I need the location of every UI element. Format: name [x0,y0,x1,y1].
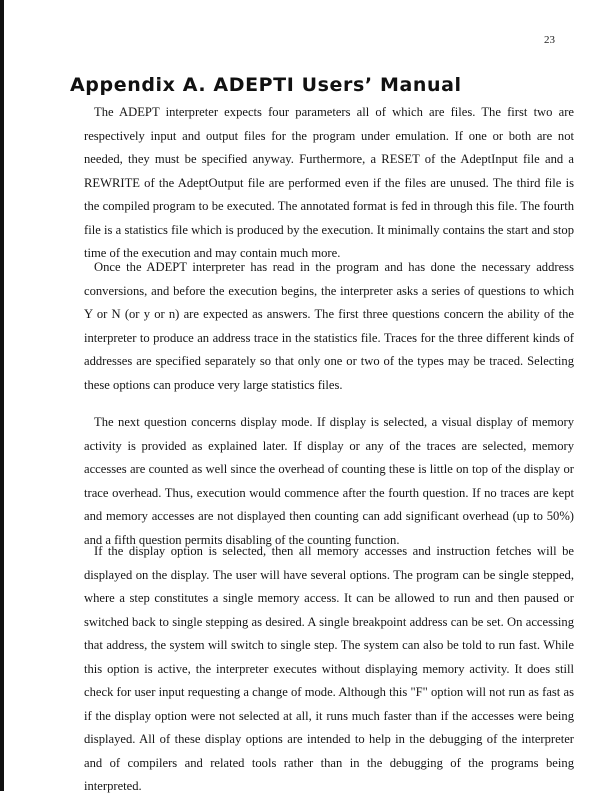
paragraph-display-mode: The next question concerns display mode. If display is selected, a visual display of memory activity is provided as explained later. If display or any of the traces are selected, memory accesses are counted as well since the overhead of counting these is little on top of the display or trace overhead. Thus, execution would commence after the fourth question. If no traces are kept and memory accesses are not displayed then counting can add significant overhead (up to 50%) and a fifth question permits disabling of the counting function. [84,415,574,547]
paragraph-display-options: If the display option is selected, then all memory accesses and instruction fetches will be displayed on the display. The user will have several options. The program can be single stepped, where a step constitutes a single memory access. It can be allowed to run and then paused or switched back to single stepping as desired. A single breakpoint address can be set. On accessing that address, the system will switch to single step. The system can also be told to run fast. While this option is active, the interpreter executes without displaying memory activity. It does still check for user input requesting a change of mode. Although this "F" option will not run as fast as if the display option were not selected at all, it runs much faster than if the accesses were being displayed. All of these display options are intended to help in the debugging of the interpreter and of compilers and related tools rather than in the debugging of the programs being interpreted. [84,544,574,793]
paragraph-parameters: The ADEPT interpreter expects four parameters all of which are files. The first two are respectively input and output files for the program under emulation. If one or both are not needed, they must be specified anyway. Furthermore, a RESET of the AdeptInput file and a REWRITE of the AdeptOutput file are performed even if the files are unused. The third file is the compiled program to be executed. The annotated format is fed in through this file. The fourth file is a statistics file which is produced by the execution. It minimally contains the start and stop time of the execution and may contain much more. [84,105,574,260]
page-title: Appendix A. ADEPTI Users’ Manual [70,74,462,96]
paragraph-trace-questions: Once the ADEPT interpreter has read in the program and has done the necessary address conversions, and before the execution begins, the interpreter asks a series of questions to which Y or N (or y or n) are expected as answers. The first three questions concern the ability of the interpreter to produce an address trace in the statistics file. Traces for the three different kinds of addresses are specified separately so that only one or two of the types may be traced. Selecting these options can produce very large statistics files. [84,260,574,392]
page-number: 23 [544,34,555,46]
scan-edge-border [0,0,4,791]
